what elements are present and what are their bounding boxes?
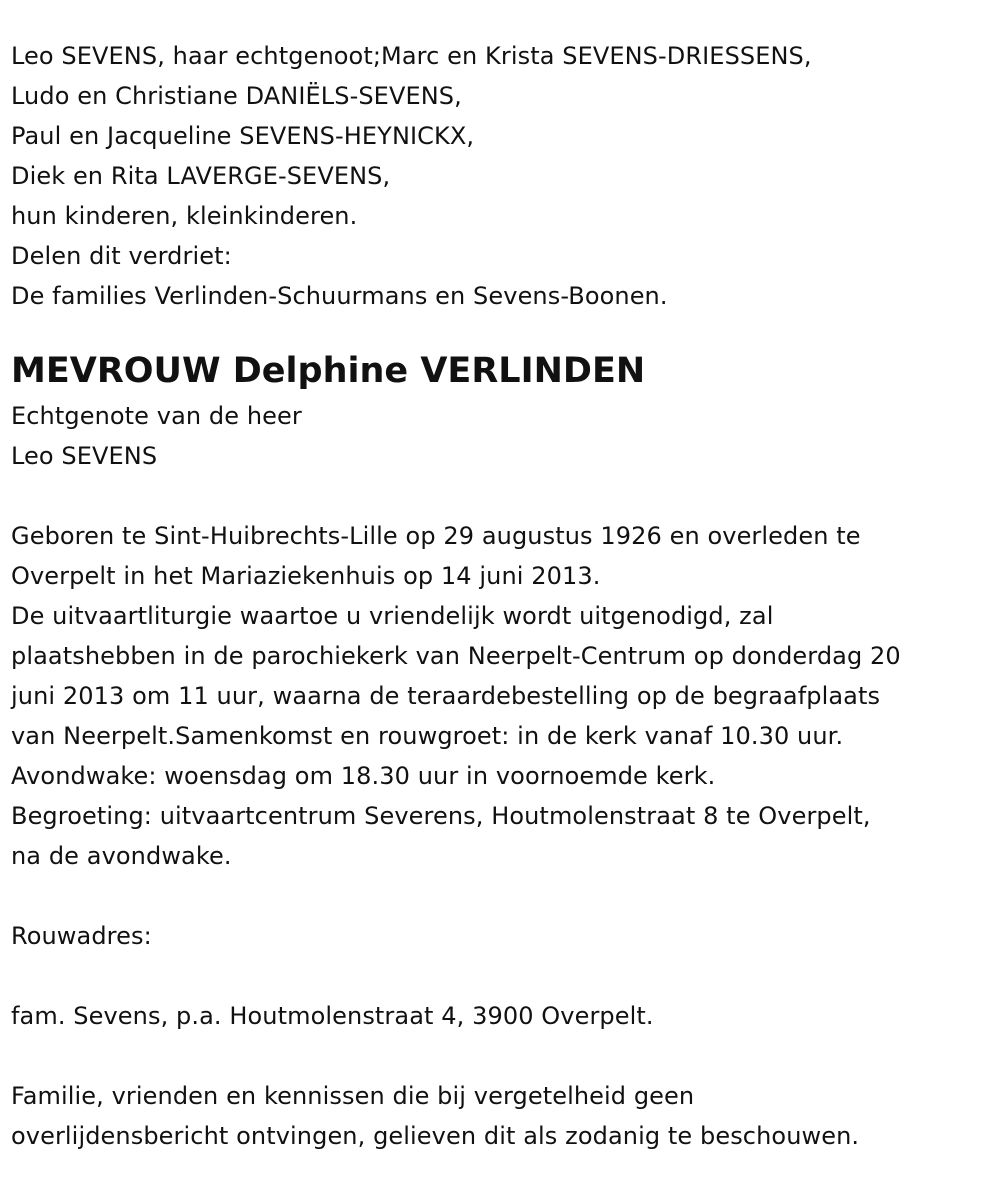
- details-line: van Neerpelt.Samenkomst en rouwgroet: in de kerk vanaf 10.30 uur.: [11, 722, 844, 750]
- details-line: juni 2013 om 11 uur, waarna de teraardebestelling op de begraafplaats: [11, 682, 881, 710]
- details-line: Overpelt in het Mariaziekenhuis op 14 juni 2013.: [11, 562, 601, 590]
- spouse-name: Leo SEVENS: [11, 442, 158, 470]
- spacer: [11, 956, 1000, 996]
- spouse-section: [11, 396, 1000, 476]
- details-line: De uitvaartliturgie waartoe u vriendelijk wordt uitgenodigd, zal: [11, 602, 774, 630]
- family-section: [11, 36, 1000, 316]
- family-line: Paul en Jacqueline SEVENS-HEYNICKX,: [11, 122, 475, 150]
- details-line: na de avondwake.: [11, 842, 232, 870]
- details-line: Avondwake: woensdag om 18.30 uur in voornoemde kerk.: [11, 762, 716, 790]
- details-line: plaatshebben in de parochiekerk van Neerpelt-Centrum op donderdag 20: [11, 642, 901, 670]
- family-line: hun kinderen, kleinkinderen.: [11, 202, 358, 230]
- address-label: Rouwadres:: [11, 922, 152, 950]
- family-line: Delen dit verdriet:: [11, 242, 232, 270]
- details-line: Geboren te Sint-Huibrechts-Lille op 29 augustus 1926 en overleden te: [11, 522, 861, 550]
- spouse-label: Echtgenote van de heer: [11, 402, 302, 430]
- details-line: Begroeting: uitvaartcentrum Severens, Houtmolenstraat 8 te Overpelt,: [11, 802, 871, 830]
- family-line: De families Verlinden-Schuurmans en Sevens-Boonen.: [11, 282, 668, 310]
- family-line: Diek en Rita LAVERGE-SEVENS,: [11, 162, 391, 190]
- closing-line: Familie, vrienden en kennissen die bij vergetelheid geen: [11, 1082, 695, 1110]
- closing-line: overlijdensbericht ontvingen, gelieven dit als zodanig te beschouwen.: [11, 1122, 860, 1150]
- spacer: [11, 1036, 1000, 1076]
- spacer: [11, 876, 1000, 916]
- spacer: [11, 476, 1000, 516]
- closing-section: [11, 1076, 1000, 1156]
- address-value: fam. Sevens, p.a. Houtmolenstraat 4, 3900 Overpelt.: [11, 1002, 654, 1030]
- family-line: Leo SEVENS, haar echtgenoot;Marc en Krista SEVENS-DRIESSENS,: [11, 42, 812, 70]
- deceased-name-heading: MEVROUW Delphine VERLINDEN: [11, 351, 646, 391]
- details-section: [11, 516, 1000, 876]
- family-line: Ludo en Christiane DANIËLS-SEVENS,: [11, 82, 462, 110]
